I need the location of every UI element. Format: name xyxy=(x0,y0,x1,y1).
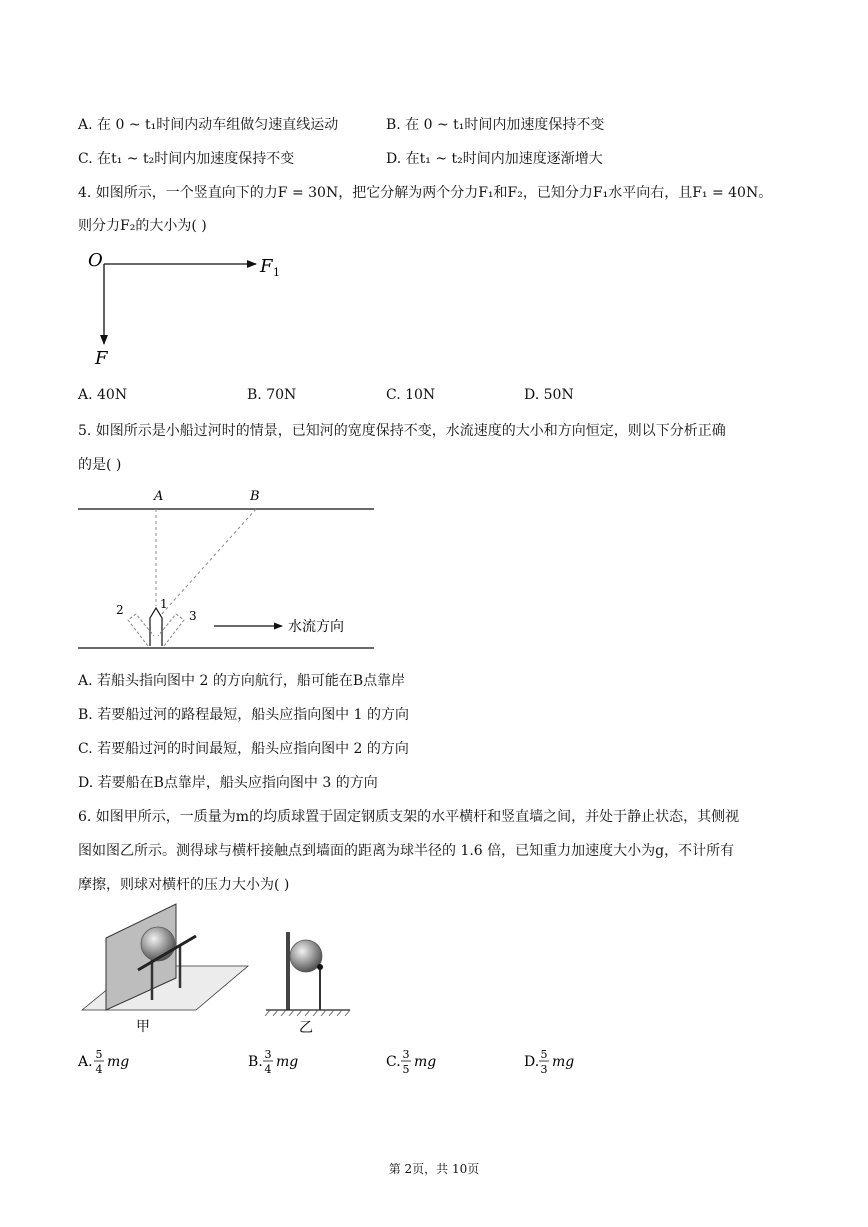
boat xyxy=(150,608,162,646)
svg-text:B.: B. xyxy=(248,1054,263,1070)
f-label: F xyxy=(95,348,108,369)
q5-option-a: A. 若船头指向图中 2 的方向航行，船可能在B点靠岸 xyxy=(78,673,406,689)
q5-river-diagram xyxy=(78,484,378,656)
svg-text:mg: mg xyxy=(414,1054,437,1070)
svg-text:C.: C. xyxy=(386,1054,401,1070)
svg-text:3: 3 xyxy=(264,1048,272,1061)
page-footer: 第 2页，共 10页 xyxy=(388,1162,480,1176)
q4-stem-line2: 则分力F₂的大小为( ) xyxy=(78,218,207,234)
q4-stem-line1: 4. 如图所示，一个竖直向下的力F = 30N，把它分解为两个分力F₁和F₂，已知分力F₁水平向右，且F₁ = 40N。 xyxy=(78,185,773,201)
q5-stem-line2: 的是( ) xyxy=(78,457,122,473)
q6-stem-line3: 摩擦，则球对横杆的压力大小为( ) xyxy=(78,877,290,893)
svg-text:5: 5 xyxy=(402,1063,410,1076)
q5-stem-line1: 5. 如图所示是小船过河时的情景，已知河的宽度保持不变，水流速度的大小和方向恒定，则以下分析正确 xyxy=(78,423,726,439)
q5-option-b: B. 若要船过河的路程最短，船头应指向图中 1 的方向 xyxy=(78,707,409,723)
point-b-label: B xyxy=(250,489,260,504)
svg-text:mg: mg xyxy=(276,1054,299,1070)
q6-stem-line1: 6. 如图甲所示，一质量为m的均质球置于固定钢质支架的水平横杆和竖直墙之间，并处于静止状态，其侧视 xyxy=(78,809,740,825)
q6-option-d xyxy=(524,1048,574,1076)
svg-text:4: 4 xyxy=(264,1063,272,1076)
q6-figure-yi xyxy=(262,922,352,1034)
path-to-b xyxy=(160,509,256,616)
q4-option-d: D. 50N xyxy=(524,387,574,403)
f1-label: F xyxy=(260,256,273,277)
q6-figure-jia xyxy=(78,900,258,1035)
q6-option-a xyxy=(77,1048,129,1076)
q3-option-a: A. 在 0 ~ t₁时间内动车组做匀速直线运动 xyxy=(78,117,339,133)
q6-option-c xyxy=(386,1048,436,1076)
label-jia: 甲 xyxy=(136,1019,150,1035)
svg-text:5: 5 xyxy=(540,1048,548,1061)
q6-options xyxy=(76,1044,596,1080)
side-wall xyxy=(286,932,290,1010)
q6-option-b xyxy=(248,1048,298,1076)
svg-text:mg: mg xyxy=(552,1054,575,1070)
svg-text:D.: D. xyxy=(524,1054,540,1070)
svg-text:A.: A. xyxy=(78,1054,93,1070)
q5-option-d: D. 若要船在B点靠岸，船头应指向图中 3 的方向 xyxy=(78,775,378,791)
q4-option-b: B. 70N xyxy=(247,387,297,403)
q6-stem-line2: 图如图乙所示。测得球与横杆接触点到墙面的距离为球半径的 1.6 倍，已知重力加速度大小为g，不计所有 xyxy=(78,843,735,859)
svg-text:3: 3 xyxy=(540,1063,548,1076)
svg-text:3: 3 xyxy=(402,1048,410,1061)
q4-option-a: A. 40N xyxy=(78,387,128,403)
svg-text:5: 5 xyxy=(95,1048,103,1061)
origin-label: O xyxy=(88,250,103,271)
q3-option-d: D. 在t₁ ~ t₂时间内加速度逐渐增大 xyxy=(386,151,603,167)
contact-point xyxy=(317,964,323,970)
f1-subscript: 1 xyxy=(273,266,280,279)
ground-hatching xyxy=(265,1010,350,1016)
dir3-label: 3 xyxy=(189,609,197,623)
point-a-label: A xyxy=(154,489,164,504)
q3-option-b: B. 在 0 ~ t₁时间内加速度保持不变 xyxy=(386,117,605,133)
q4-option-c: C. 10N xyxy=(386,387,436,403)
dir2-label: 2 xyxy=(116,603,124,617)
flow-label: 水流方向 xyxy=(288,619,344,635)
svg-text:4: 4 xyxy=(95,1063,103,1076)
q4-force-diagram xyxy=(80,248,300,373)
q3-option-c: C. 在t₁ ~ t₂时间内加速度保持不变 xyxy=(78,151,295,167)
svg-text:mg: mg xyxy=(107,1054,130,1070)
ball xyxy=(141,927,175,961)
label-yi: 乙 xyxy=(299,1020,313,1034)
q5-option-c: C. 若要船过河的时间最短，船头应指向图中 2 的方向 xyxy=(78,741,409,757)
dir1-label: 1 xyxy=(160,597,168,611)
